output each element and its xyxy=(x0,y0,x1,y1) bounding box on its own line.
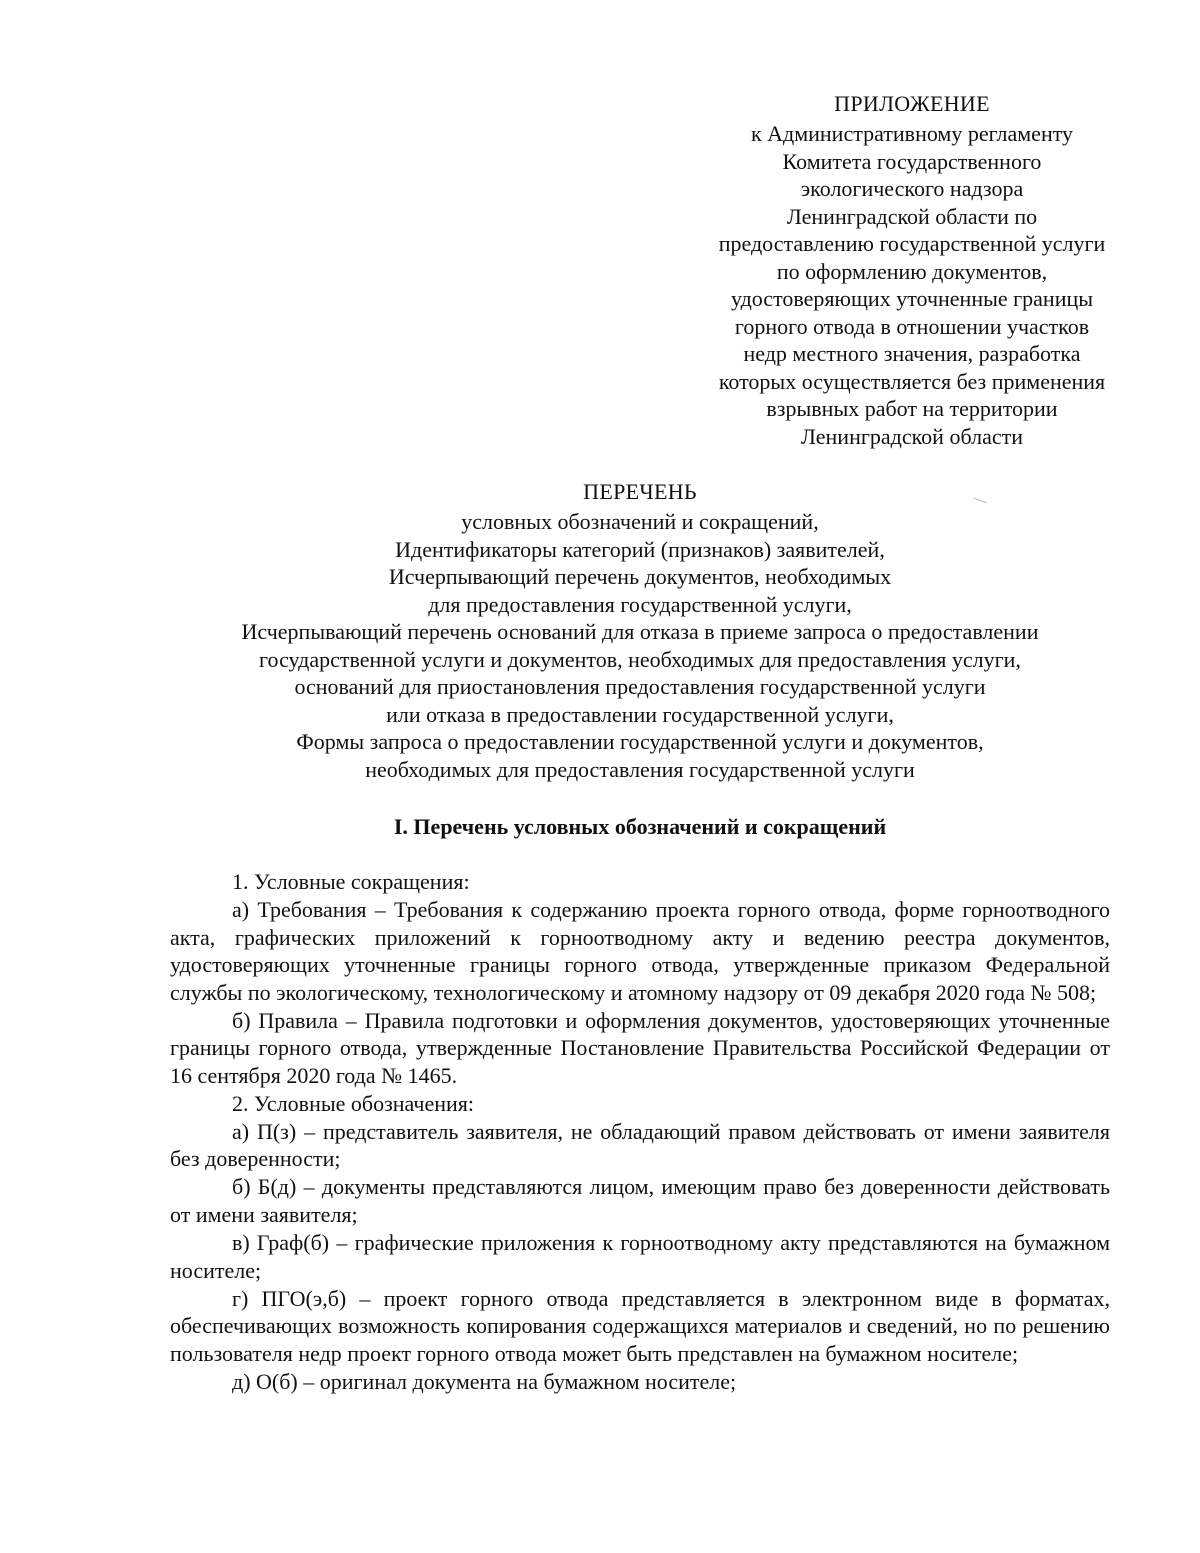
section-title: I. Перечень условных обозначений и сокращений xyxy=(393,814,887,839)
appendix-line: экологического надзора xyxy=(800,176,1024,201)
paragraph: б) Б(д) – документы представляются лицом, имеющим право без доверенности действовать от имени заявителя; xyxy=(170,1174,1110,1227)
appendix-line: недр местного значения, разработка xyxy=(743,341,1081,366)
heading-line: Исчерпывающий перечень документов, необходимых xyxy=(388,564,892,589)
appendix-line: которых осуществляется без применения xyxy=(718,368,1106,394)
heading-line: Идентификаторы категорий (признаков) заявителей, xyxy=(395,536,885,562)
paragraph: а) Требования – Требования к содержанию проекта горного отвода, форме горноотводного акта, графических приложений к горноотводному акту и ведению реестра документов, удостоверяющих уточненные границы горного отвода, утвержденные приказом Федеральной службы по экологическому, технологическому и атомному надзору от 09 декабря 2020 года № 508; xyxy=(170,897,1110,1005)
appendix-line: к Административному регламенту xyxy=(750,121,1074,146)
paragraph: г) ПГО(э,б) – проект горного отвода представляется в электронном виде в форматах, обеспечивающих возможность копирования содержащихся материалов и сведений, но по решению пользователя недр проект горного отвода может быть представлен на бумажном носителе; xyxy=(170,1285,1110,1366)
paragraph: б) Правила – Правила подготовки и оформления документов, удостоверяющих уточненные границы горного отвода, утвержденные Постановление Правительства Российской Федерации от 16 сентября 2020 года № 1465. xyxy=(170,1007,1110,1088)
heading-line: Исчерпывающий перечень оснований для отказа в приеме запроса о предоставлении xyxy=(241,619,1039,644)
heading-title: ПЕРЕЧЕНЬ xyxy=(583,479,697,504)
appendix-line: Ленинградской области xyxy=(801,423,1023,449)
heading-line: для предоставления государственной услуги, xyxy=(428,591,852,617)
heading-line: оснований для приостановления предоставления государственной услуги xyxy=(294,674,986,699)
paragraph: 1. Условные сокращения: xyxy=(232,869,470,894)
appendix-title: ПРИЛОЖЕНИЕ xyxy=(834,91,990,116)
heading-line: необходимых для предоставления государственной услуги xyxy=(365,756,915,782)
appendix-line: горного отвода в отношении участков xyxy=(734,313,1090,339)
heading-line: или отказа в предоставлении государственной услуги, xyxy=(386,701,894,727)
document-heading xyxy=(170,476,1110,783)
appendix-line: по оформлению документов, xyxy=(776,258,1048,284)
paragraph: 2. Условные обозначения: xyxy=(232,1090,475,1116)
appendix-line: предоставлению государственной услуги xyxy=(718,231,1106,256)
heading-line: Формы запроса о предоставлении государственной услуги и документов, xyxy=(296,729,984,754)
heading-line: условных обозначений и сокращений, xyxy=(461,509,819,534)
paragraph: в) Граф(б) – графические приложения к горноотводному акту представляются на бумажном носителе; xyxy=(170,1230,1110,1283)
appendix-line: удостоверяющих уточненные границы xyxy=(730,286,1094,311)
section-body xyxy=(170,868,1110,1396)
paragraph: а) П(з) – представитель заявителя, не обладающий правом действовать от имени заявителя без доверенности; xyxy=(170,1118,1110,1172)
appendix-block xyxy=(708,88,1116,450)
appendix-line: Ленинградской области по xyxy=(786,203,1038,229)
paragraph: д) О(б) – оригинал документа на бумажном носителе; xyxy=(232,1368,737,1394)
appendix-line: Комитета государственного xyxy=(782,148,1042,174)
appendix-line: взрывных работ на территории xyxy=(766,396,1058,421)
heading-line: государственной услуги и документов, необходимых для предоставления услуги, xyxy=(259,646,1021,672)
